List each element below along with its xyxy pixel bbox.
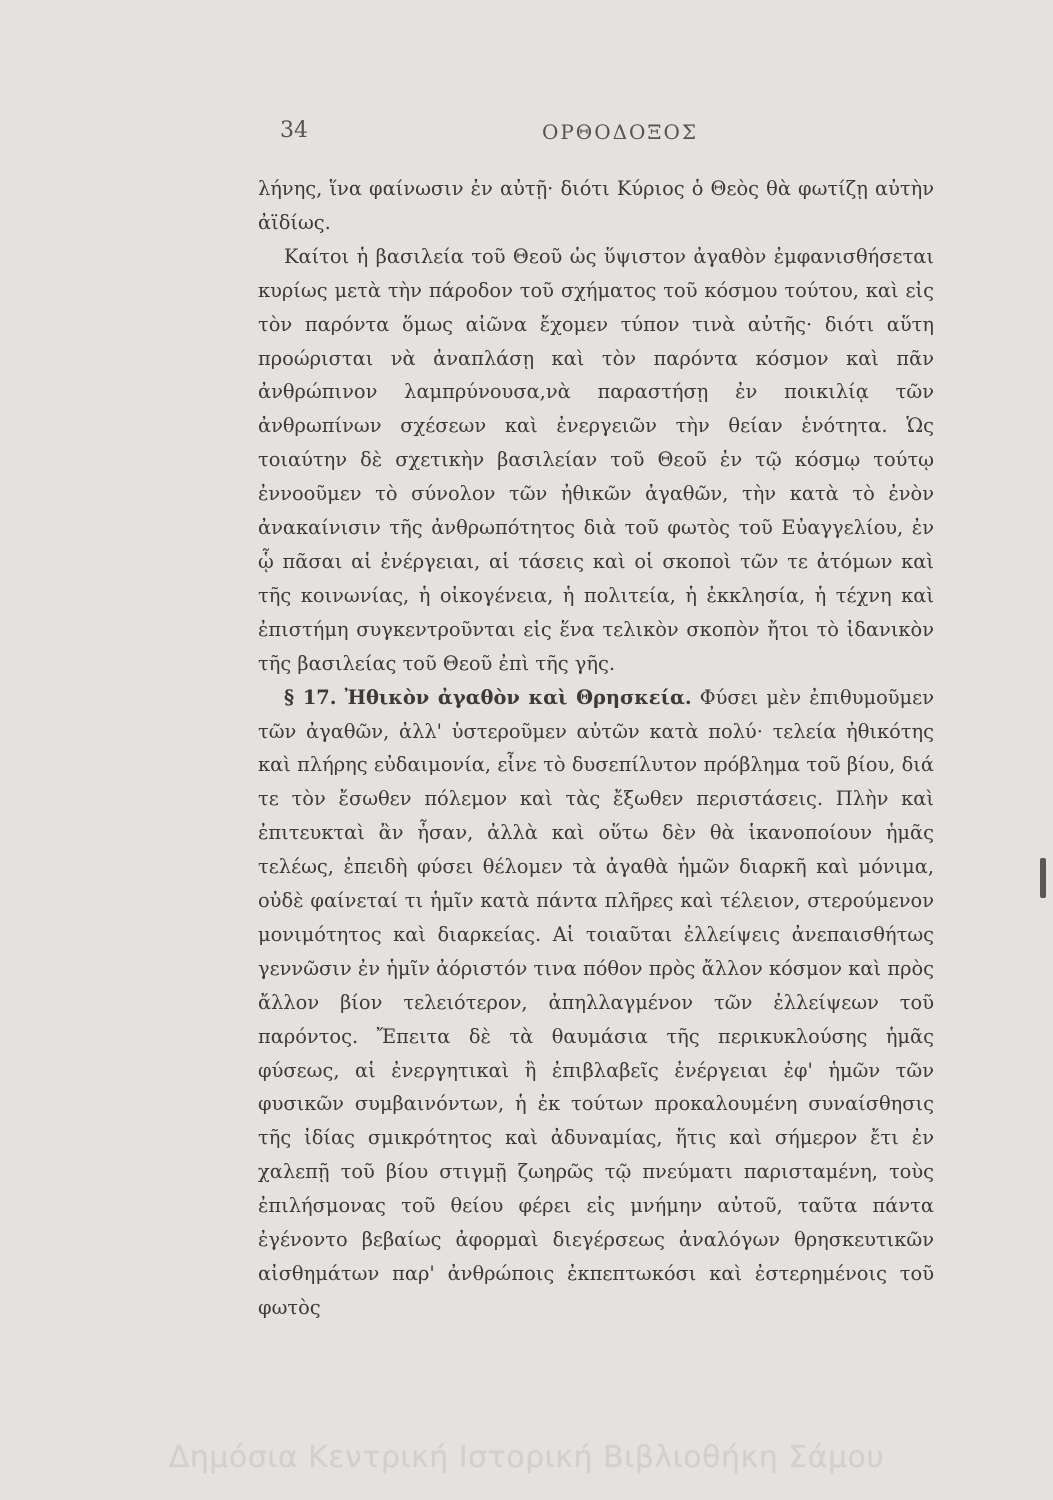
section-title: Ἠθικὸν ἀγαθὸν καὶ Θρησκεία.: [344, 685, 692, 709]
page-number: 34: [280, 118, 308, 143]
paragraph-continuation: λήνης, ἵνα φαίνωσιν ἐν αὐτῇ· διότι Κύριος ὁ Θεὸς θὰ φωτίζῃ αὐτὴν ἀϊδίως.: [258, 177, 934, 234]
library-watermark: Δημόσια Κεντρική Ιστορική Βιβλιοθήκη Σάμου: [168, 1440, 885, 1475]
paragraph-kingdom: Καίτοι ἡ βασιλεία τοῦ Θεοῦ ὡς ὕψιστον ἀγαθὸν ἐμφανισθήσεται κυρίως μετὰ τὴν πάροδον τοῦ σχήματος τοῦ κόσμου τούτου, καὶ εἰς τὸν παρόντα ὅμως αἰῶνα ἔχομεν τύπον τινὰ αὐτῆς· διότι αὕτη προώρισται νὰ ἀναπλάσῃ καὶ τὸν παρόντα κόσμον καὶ πᾶν ἀνθρώπινον λαμπρύνουσα,νὰ παραστήσῃ ἐν ποικιλίᾳ τῶν ἀνθρωπίνων σχέσεων καὶ ἐνεργειῶν τὴν θείαν ἑνότητα. Ὡς τοιαύτην δὲ σχετικὴν βασιλείαν τοῦ Θεοῦ ἐν τῷ κόσμῳ τούτῳ ἐννοοῦμεν τὸ σύνολον τῶν ἠθικῶν ἀγαθῶν, τὴν κατὰ τὸ ἐνὸν ἀνακαίνισιν τῆς ἀνθρωπότητος διὰ τοῦ φωτὸς τοῦ Εὐαγγελίου, ἐν ᾧ πᾶσαι αἱ ἐνέργειαι, αἱ τάσεις καὶ οἱ σκοποὶ τῶν τε ἀτόμων καὶ τῆς κοινωνίας, ἡ οἰκογένεια, ἡ πολιτεία, ἡ ἐκκλησία, ἡ τέχνη καὶ ἐπιστήμη συγκεντροῦνται εἰς ἕνα τελικὸν σκοπὸν ἤτοι τὸ ἰδανικὸν τῆς βασιλείας τοῦ Θεοῦ ἐπὶ τῆς γῆς.: [258, 244, 934, 675]
section-body: Φύσει μὲν ἐπιθυμοῦμεν τῶν ἀγαθῶν, ἀλλ' ὑστεροῦμεν αὐτῶν κατὰ πολύ· τελεία ἠθικότης καὶ πλήρης εὐδαιμονία, εἶνε τὸ δυσεπίλυτον πρόβλημα τοῦ βίου, διά τε τὸν ἔσωθεν πόλεμον καὶ τὰς ἔξωθεν περιστάσεις. Πλὴν καὶ ἐπιτευκταὶ ἂν ἦσαν, ἀλλὰ καὶ οὕτω δὲν θὰ ἱκανοποίουν ἡμᾶς τελέως, ἐπειδὴ φύσει θέλομεν τὰ ἀγαθὰ ἡμῶν διαρκῆ καὶ μόνιμα, οὐδὲ φαίνεταί τι ἡμῖν κατὰ πάντα πλῆρες καὶ τέλειον, στερούμενον μονιμότητος καὶ διαρκείας. Αἱ τοιαῦται ἐλλείψεις ἀνεπαισθήτως γεννῶσιν ἐν ἡμῖν ἀόριστόν τινα πόθον πρὸς ἄλλον κόσμον καὶ πρὸς ἄλλον βίον τελειότερον, ἀπηλλαγμένον τῶν ἐλλείψεων τοῦ παρόντος. Ἔπειτα δὲ τὰ θαυμάσια τῆς περικυκλούσης ἡμᾶς φύσεως, αἱ ἐνεργητικαὶ ἢ ἐπιβλαβεῖς ἐνέργειαι ἐφ' ἡμῶν τῶν φυσικῶν συμβαινόντων, ἡ ἐκ τούτων προκαλουμένη συναίσθησις τῆς ἰδίας σμικρότητος καὶ ἀδυναμίας, ἥτις καὶ σήμερον ἔτι ἐν χαλεπῇ τοῦ βίου στιγμῇ ζωηρῶς τῷ πνεύματι παρισταμένη, τοὺς ἐπιλήσμονας τοῦ θείου φέρει εἰς μνήμην αὐτοῦ, ταῦτα πάντα ἐγένοντο βεβαίως ἀφορμαὶ διεγέρσεως ἀναλόγων θρησκευτικῶν αἰσθημάτων παρ' ἀνθρώποις ἐκπεπτωκόσι καὶ ἐστερημένοις τοῦ φωτὸς: [258, 685, 934, 1319]
page-header: [280, 118, 960, 148]
ink-mark: [1040, 858, 1046, 898]
section-number: § 17.: [284, 685, 337, 709]
paragraph-section-17: [258, 681, 934, 1325]
page-body: [258, 172, 934, 1325]
running-title: ΟΡΘΟΔΟΞΟΣ: [541, 120, 699, 144]
